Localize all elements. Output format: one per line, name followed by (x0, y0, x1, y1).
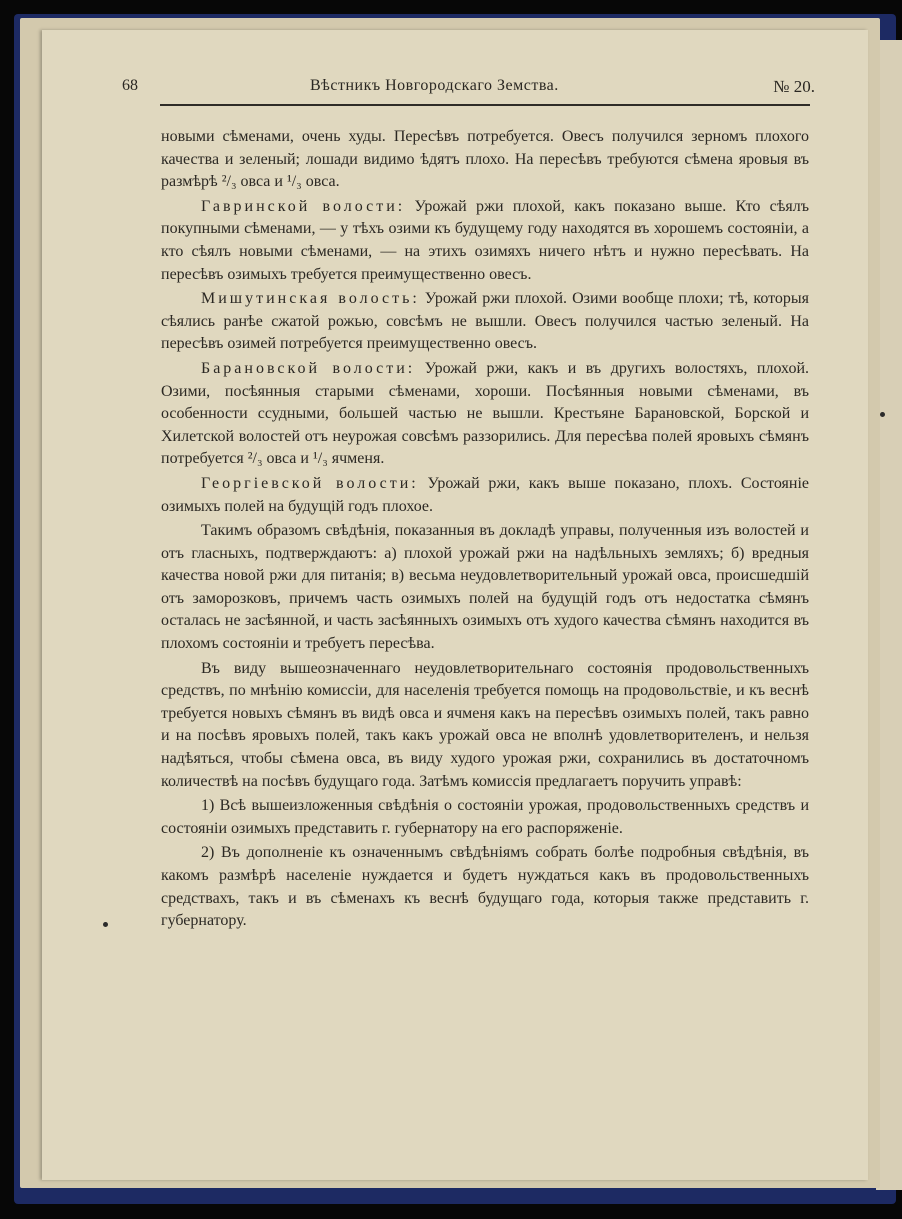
paragraph: Мишутинская волость: Урожай ржи плохой. Озими вообще плохи; тѣ, которыя сѣялись ранѣе сжатой рожью, совсѣмъ не вышли. Овесъ получился частью зеленый. На пересѣвъ озимей потребуется преимущественно овесъ. (161, 290, 809, 353)
section-lead: Гавринской волости: (201, 197, 406, 215)
section-lead: Мишутинская волость: (201, 290, 420, 308)
paragraph: 2) Въ дополненiе къ означеннымъ свѣдѣнiямъ собрать болѣе подробныя свѣдѣнiя, въ какомъ размѣрѣ населенiе нуждается и будетъ нуждаться какъ въ продовольственныхъ средствахъ, такъ и въ сѣменахъ къ веснѣ будущаго года, которыя также представить г. губернатору. (161, 844, 809, 930)
paragraph: Въ виду вышеозначеннаго неудовлетворительнаго состоянiя продовольственныхъ средствъ, по мнѣнiю комиссiи, для населенiя требуется помощь на продовольствiе, и къ веснѣ требуется новыхъ сѣмянъ въ видѣ овса и ячменя какъ на пересѣвъ озимыхъ полей, такъ равно и на посѣвъ яровыхъ полей, такъ какъ урожай овса не вполнѣ удовлетворителенъ, и нельзя надѣяться, чтобы сѣмена овса, въ виду худого урожая ржи, сохранились въ достаточномъ количествѣ на посѣвъ будущаго года. Затѣмъ комиссiя предлагаетъ поручить управѣ: (161, 659, 809, 790)
binding-mark (103, 922, 108, 927)
issue-number: № 20. (773, 77, 815, 96)
page-number: 68 (122, 77, 138, 94)
paragraph: новыми сѣменами, очень худы. Пересѣвъ потребуется. Овесъ получился зерномъ плохого качества и зеленый; лошади видимо ѣдятъ плохо. На пересѣвъ требуются сѣмена яровыя въ размѣрѣ ²/₃ овса и ¹/₃ овса. (161, 128, 809, 191)
binding-mark (880, 412, 885, 417)
paragraph: Такимъ образомъ свѣдѣнiя, показанныя въ докладѣ управы, полученныя изъ волостей и отъ гласныхъ, подтверждаютъ: а) плохой урожай ржи на надѣльныхъ земляхъ; б) вредныя качества новой ржи для питанiя; в) весьма неудовлетворительный урожай овса, происшедшiй отъ заморозковъ, причемъ часть озимыхъ полей на будущiй годъ отъ недостатка сѣмянъ осталась не засѣянной, и часть засѣянныхъ озимыхъ отъ худого качества сѣмянъ находится въ плохомъ состоянiи и требуетъ пересѣва. (161, 522, 809, 653)
section-lead: Георгiевской волости: (201, 474, 419, 492)
paragraph: Барановской волости: Урожай ржи, какъ и въ другихъ волостяхъ, плохой. Озими, посѣянныя старыми сѣменами, хороши. Посѣянныя новыми сѣменами, въ особенности ссудными, большей частью не вышли. Крестьяне Барановской, Борской и Хилетской волостей отъ неурожая совсѣмъ раззорились. Для пересѣва полей яровыхъ сѣмянъ потребуется ²/₃ овса и ¹/₃ ячменя. (161, 359, 809, 468)
body-text (161, 126, 809, 935)
paragraph: Георгiевской волости: Урожай ржи, какъ выше показано, плохъ. Состоянiе озимыхъ полей на будущiй годъ плохое. (161, 474, 810, 515)
journal-title: Вѣстникъ Новгородскаго Земства. (310, 77, 559, 94)
running-header (122, 77, 815, 103)
header-rule (160, 104, 810, 106)
section-lead: Барановской волости: (201, 359, 416, 377)
paragraph: Гавринской волости: Урожай ржи плохой, какъ показано выше. Кто сѣялъ покупными сѣменами, — у тѣхъ озими къ будущему году находятся въ хорошемъ состоянiи, а кто сѣялъ новыми сѣменами, — на этихъ озимяхъ ничего нѣтъ и нужно пересѣвать. На пересѣвъ озимыхъ требуется преимущественно овесъ. (161, 197, 810, 283)
paragraph: 1) Всѣ вышеизложенныя свѣдѣнiя о состоянiи урожая, продовольственныхъ средствъ и состоянiи озимыхъ представить г. губернатору на его распоряженiе. (161, 797, 809, 837)
